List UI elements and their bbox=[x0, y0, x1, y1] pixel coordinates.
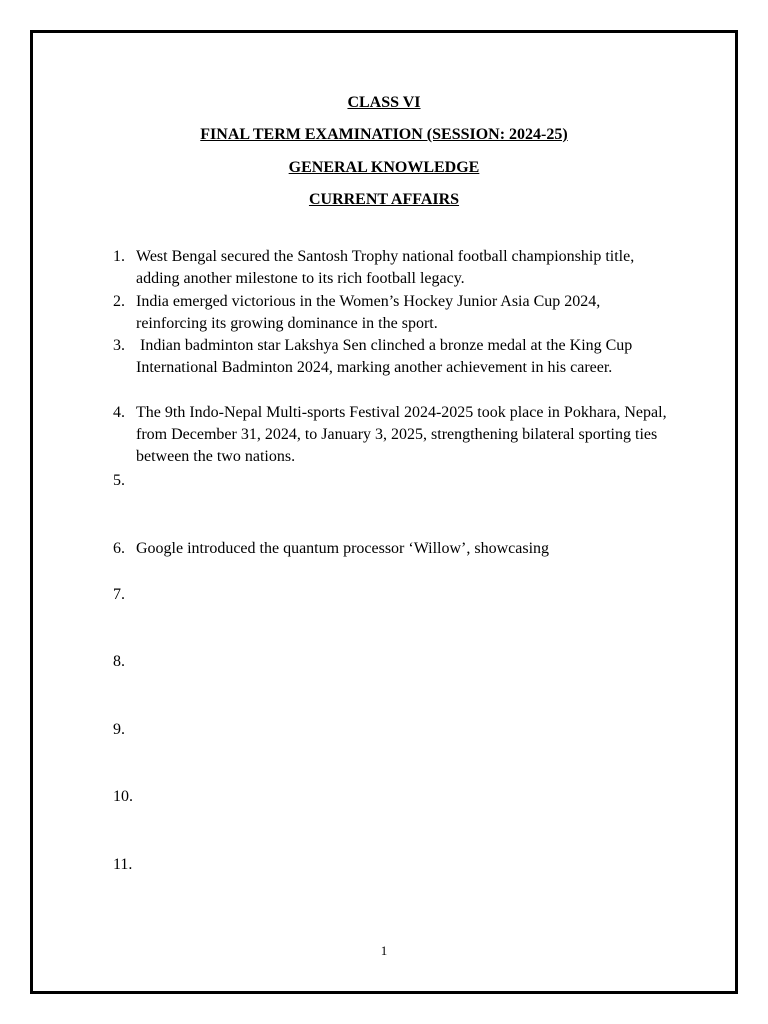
list-item-number: 10. bbox=[113, 788, 133, 805]
list-item-number: 2. bbox=[113, 293, 125, 310]
list-item-number: 5. bbox=[113, 472, 125, 489]
list-item bbox=[113, 538, 673, 560]
list-item-text: The 9th Indo-Nepal Multi-sports Festival 2024-2025 took place in Pokhara, Nepal, from December 31, 2024, to January 3, 2025, strengthening bilateral sporting ties between the two nations. bbox=[136, 404, 667, 465]
list-item bbox=[113, 246, 673, 290]
list-item-number: 1. bbox=[113, 248, 125, 265]
list-item bbox=[113, 335, 673, 379]
list-item-number: 4. bbox=[113, 404, 125, 421]
list-item-text: Indian badminton star Lakshya Sen clinched a bronze medal at the King Cup International Badminton 2024, marking another achievement in his career. bbox=[136, 337, 637, 376]
exam-page bbox=[30, 30, 738, 994]
list-item-number: 9. bbox=[113, 721, 125, 738]
exam-heading: FINAL TERM EXAMINATION (SESSION: 2024-25) bbox=[200, 126, 568, 143]
list-item-number: 3. bbox=[113, 337, 125, 354]
list-item bbox=[113, 402, 673, 468]
subject-heading: GENERAL KNOWLEDGE bbox=[288, 159, 480, 176]
list-item-number: 8. bbox=[113, 653, 125, 670]
list-item-number: 7. bbox=[113, 586, 125, 603]
list-item-text: West Bengal secured the Santosh Trophy national football championship title, adding another milestone to its rich football legacy. bbox=[136, 248, 635, 287]
list-item-text: Google introduced the quantum processor ‘Willow’, showcasing bbox=[136, 540, 550, 557]
list-item-text: India emerged victorious in the Women’s Hockey Junior Asia Cup 2024, reinforcing its growing dominance in the sport. bbox=[136, 293, 601, 332]
topic-heading: CURRENT AFFAIRS bbox=[308, 191, 460, 208]
list-item bbox=[113, 291, 673, 335]
page-number: 1 bbox=[380, 943, 388, 958]
list-item-number: 11. bbox=[113, 856, 133, 873]
list-item-number: 6. bbox=[113, 540, 125, 557]
class-heading: CLASS VI bbox=[347, 94, 421, 111]
